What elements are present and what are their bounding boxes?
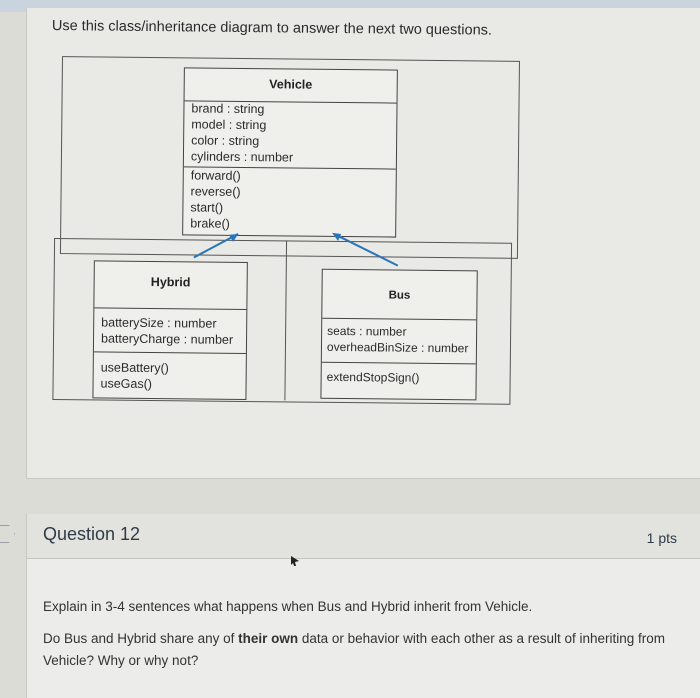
- vehicle-method: reverse(): [190, 184, 241, 199]
- bus-to-vehicle-arrow: [336, 235, 398, 266]
- bus-arrowhead: [332, 233, 341, 241]
- vehicle-attr: cylinders : number: [190, 149, 294, 165]
- prompt-line-2-bold: their own: [238, 631, 299, 646]
- inheritance-arrows: [52, 56, 526, 421]
- hybrid-class-name: Hybrid: [94, 261, 246, 310]
- question-card: [26, 514, 700, 698]
- vehicle-class-name: Vehicle: [185, 68, 397, 103]
- vehicle-attr: brand : string: [191, 101, 265, 117]
- vehicle-method: forward(): [190, 168, 241, 183]
- bus-attr: seats : number: [327, 323, 407, 339]
- question-header: [27, 514, 700, 559]
- bus-attr: overheadBinSize : number: [326, 339, 469, 356]
- hybrid-method: useGas(): [100, 376, 153, 392]
- prompt-line-2-before: Do Bus and Hybrid share any of: [43, 631, 239, 646]
- prompt-line-1: Explain in 3-4 sentences what happens when Bus and Hybrid inherit from Vehicle.: [43, 599, 533, 614]
- question-points: 1 pts: [646, 530, 677, 546]
- bus-method: extendStopSign(): [326, 369, 420, 385]
- prompt-line-2-after: data or behavior with each other as a result of inheriting from Vehicle? Why or why not?: [43, 631, 666, 668]
- vehicle-method: brake(): [190, 216, 230, 231]
- bus-class-name: Bus: [322, 270, 477, 321]
- question-title: Question 12: [43, 524, 141, 544]
- prompt-line-2: [43, 628, 683, 672]
- question-flag-tab[interactable]: [0, 525, 15, 543]
- hybrid-attr: batterySize : number: [101, 315, 217, 331]
- intro-text: Use this class/inheritance diagram to answer the next two questions.: [51, 18, 493, 39]
- class-diagram: [52, 56, 526, 421]
- mouse-cursor-icon: [289, 554, 301, 568]
- vehicle-attr: color : string: [191, 133, 260, 149]
- question-prompt: [43, 596, 683, 682]
- vehicle-attr: model : string: [191, 117, 267, 133]
- hybrid-attr: batteryCharge : number: [100, 331, 234, 347]
- hybrid-method: useBattery(): [100, 360, 169, 376]
- vehicle-method: start(): [190, 200, 224, 215]
